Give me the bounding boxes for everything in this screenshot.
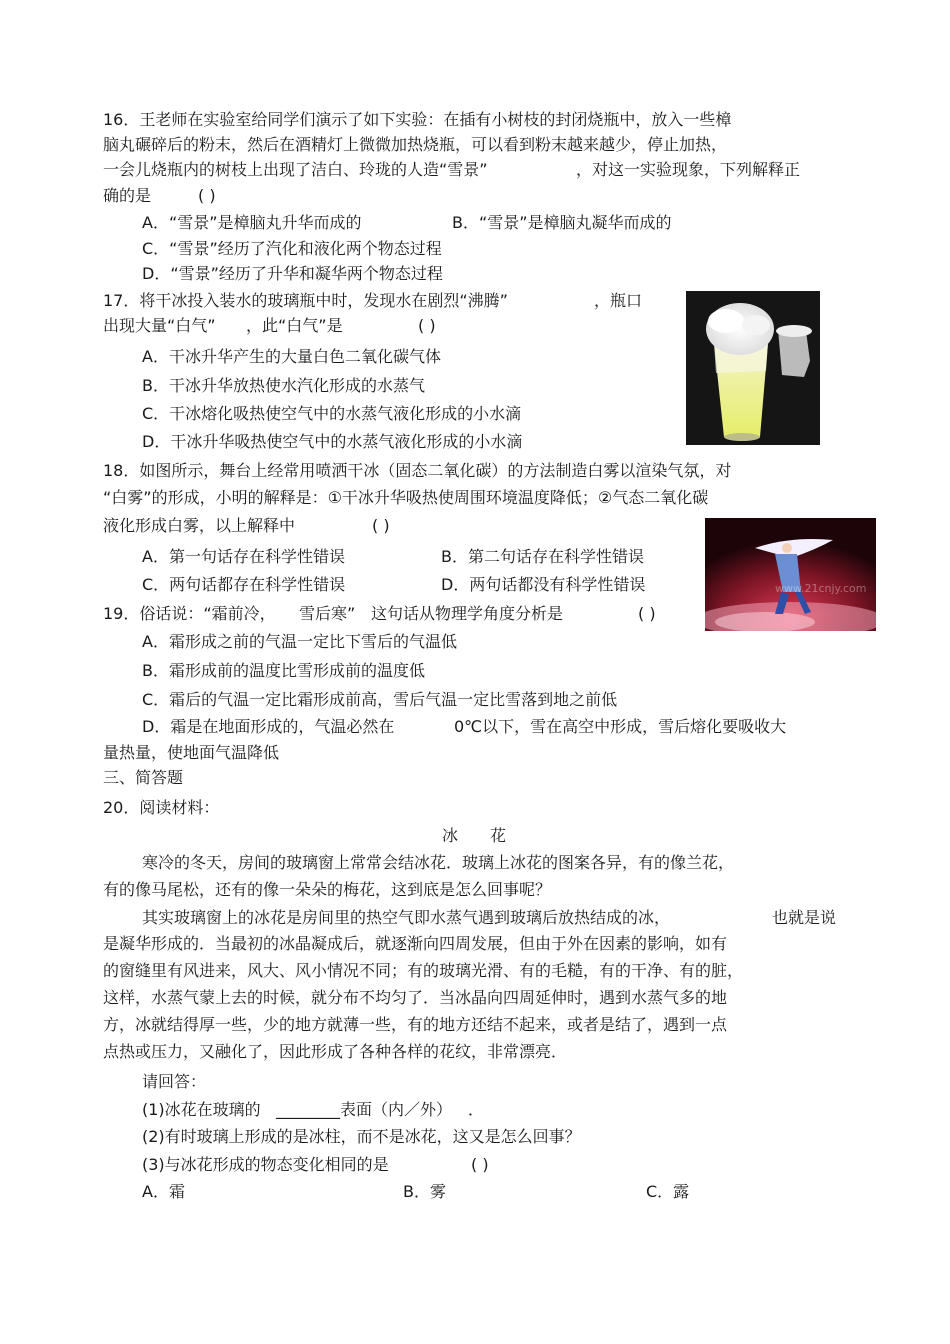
q18-line-1: 18．如图所示，舞台上经常用喷洒干冰（固态二氧化碳）的方法制造白雾以渲染气氛，对 [103,461,732,480]
q18-option-d: D．两句话都没有科学性错误 [441,575,646,594]
q17-option-d: D．干冰升华吸热使空气中的水蒸气液化形成的小水滴 [142,432,523,451]
q19-answer-bracket: ( ) [638,604,656,623]
q19-option-d-line-2: 量热量，使地面气温降低 [103,743,280,762]
q19-option-b: B．霜形成前的温度比雪形成前的温度低 [142,661,425,680]
q19-line-1c: 这句话从物理学角度分析是 [371,604,564,623]
q20-intro: 20．阅读材料： [103,798,220,817]
q16-option-a: A．“雪景”是樟脑丸升华而成的 [142,213,362,232]
q19-option-a: A．霜形成之前的气温一定比下雪后的气温低 [142,632,457,651]
q16-option-c: C．“雪景”经历了汽化和液化两个物态过程 [142,239,442,258]
dry-ice-glass-photo [686,291,820,445]
q16-line-1: 16．王老师在实验室给同学们演示了如下实验：在插有小树枝的封闭烧瓶中，放入一些樟 [103,110,732,129]
q16-line-3a: 一会儿烧瓶内的树枝上出现了洁白、玲珑的人造“雪景” [103,160,488,179]
q18-option-b: B．第二句话存在科学性错误 [441,547,644,566]
q18-answer-bracket: ( ) [372,516,390,535]
q17-answer-bracket: ( ) [418,316,436,335]
q17-line-2a: 出现大量“白气” [103,316,216,335]
q20-paragraph-2-line-5: 方，冰就结得厚一些，少的地方就薄一些，有的地方还结不起来，或者是结了，遇到一点 [103,1015,728,1034]
q20-paragraph-2-line-6: 点热或压力，又融化了，因此形成了各种各样的花纹，非常漂亮． [103,1042,568,1061]
q16-line-4a: 确的是 [103,186,152,205]
q20-paragraph-1-line-1: 寒冷的冬天，房间的玻璃窗上常常会结冰花．玻璃上冰花的图案各异，有的像兰花， [142,853,735,872]
q16-line-3b: ，对这一实验现象，下列解释正 [576,160,801,179]
q20-paragraph-2-line-3: 的窗缝里有风进来，风大、风小情况不同；有的玻璃光滑、有的毛糙，有的干净、有的脏， [103,961,744,980]
q20-paragraph-2-line-2: 是凝华形成的．当最初的冰晶凝成后，就逐渐向四周发展，但由于外在因素的影响，如有 [103,934,728,953]
q18-line-3a: 液化形成白雾，以上解释中 [103,516,296,535]
q17-line-1b: ，瓶口 [594,291,643,310]
q20-option-a: A．霜 [142,1182,185,1201]
q17-option-b: B．干冰升华放热使水汽化形成的水蒸气 [142,376,425,395]
q17-line-1a: 17．将干冰投入装水的玻璃瓶中时，发现水在剧烈“沸腾” [103,291,508,310]
q16-option-b: B．“雪景”是樟脑丸凝华而成的 [452,213,672,232]
stage-photo-watermark: www.21cnjy.com [775,582,867,595]
q20-paragraph-1-line-2: 有的像马尾松，还有的像一朵朵的梅花，这到底是怎么回事呢？ [103,880,552,899]
q19-line-1b: 雪后寒” [299,604,356,623]
q20-paragraph-2-line-1b: 也就是说 [772,908,837,927]
q20-please-answer: 请回答： [142,1072,207,1091]
stage-fog-dance-photo [705,518,876,631]
q18-option-a: A．第一句话存在科学性错误 [142,547,345,566]
q19-option-d-b: 0℃以下，雪在高空中形成，雪后熔化要吸收大 [454,717,787,736]
q20-answer-bracket: ( ) [471,1155,489,1174]
q19-option-d-a: D．霜是在地面形成的，气温必然在 [142,717,395,736]
q16-option-d: D．“雪景”经历了升华和凝华两个物态过程 [142,264,443,283]
q20-sub-1c: ． [468,1100,485,1119]
q20-sub-1-blank[interactable]: ________表面（内／外） [276,1100,453,1119]
q19-option-c: C．霜后的气温一定比霜形成前高，雪后气温一定比雪落到地之前低 [142,690,618,709]
q16-line-2: 脑丸碾碎后的粉末，然后在酒精灯上微微加热烧瓶，可以看到粉末越来越少，停止加热， [103,135,728,154]
q20-sub-2: (2)有时玻璃上形成的是冰柱，而不是冰花，这又是怎么回事？ [142,1127,581,1146]
q17-option-c: C．干冰熔化吸热使空气中的水蒸气液化形成的小水滴 [142,404,522,423]
q19-line-1a: 19．俗话说：“霜前冷， [103,604,276,623]
q17-option-a: A．干冰升华产生的大量白色二氧化碳气体 [142,347,441,366]
section-heading: 三、简答题 [103,768,184,787]
q16-answer-bracket: ( ) [198,186,216,205]
q18-line-2: “白雾”的形成，小明的解释是：①干冰升华吸热使周围环境温度降低；②气态二氧化碳 [103,488,709,507]
q20-sub-1a: (1)冰花在玻璃的 [142,1100,261,1119]
q20-option-b: B．雾 [403,1182,446,1201]
q20-option-c: C．露 [646,1182,690,1201]
q17-line-2b: ，此“白气”是 [246,316,343,335]
q20-paragraph-2-line-1a: 其实玻璃窗上的冰花是房间里的热空气即水蒸气遇到玻璃后放热结成的冰， [142,908,671,927]
q20-sub-3a: (3)与冰花形成的物态变化相同的是 [142,1155,389,1174]
q18-option-c: C．两句话都存在科学性错误 [142,575,346,594]
q20-paragraph-2-line-4: 这样，水蒸气蒙上去的时候，就分布不均匀了．当冰晶向四周延伸时，遇到水蒸气多的地 [103,988,728,1007]
q20-passage-title: 冰 花 [442,826,507,845]
